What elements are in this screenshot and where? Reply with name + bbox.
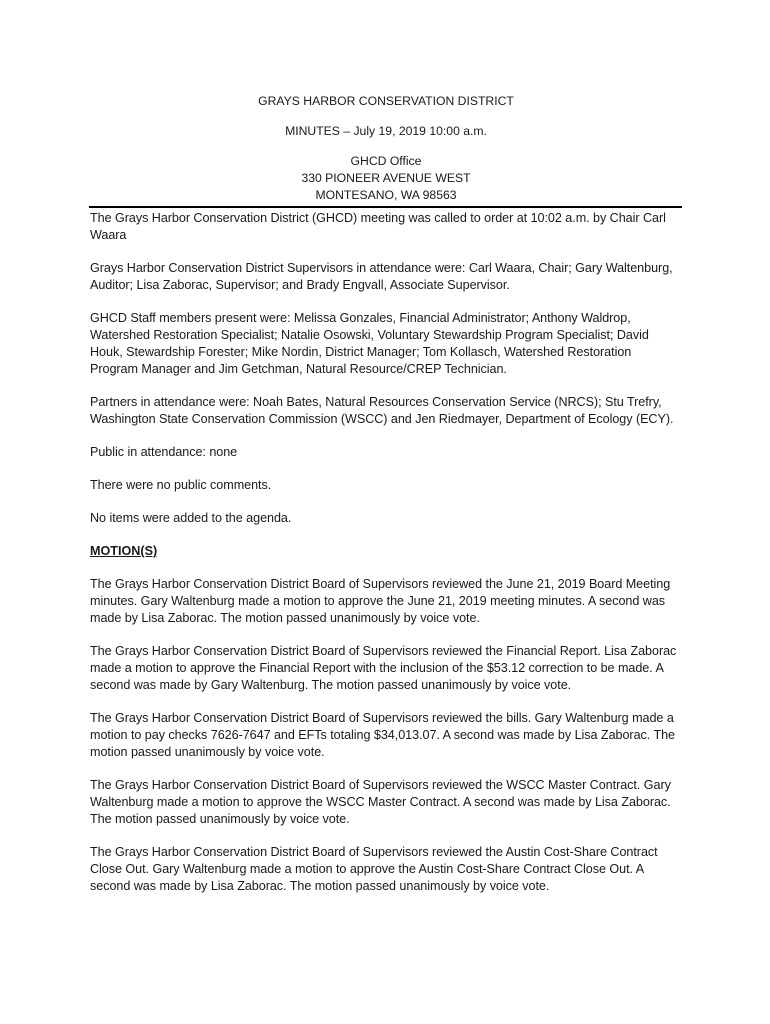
- city-state-zip: MONTESANO, WA 98563: [315, 188, 457, 202]
- agenda-additions-paragraph: No items were added to the agenda.: [90, 511, 292, 525]
- meeting-date-line: MINUTES – July 19, 2019 10:00 a.m.: [285, 124, 487, 138]
- call-to-order-paragraph: The Grays Harbor Conservation District (GHCD) meeting was called to order at 10:02 a.m. by Chair Carl Waara: [90, 211, 666, 242]
- staff-attendance-paragraph: GHCD Staff members present were: Melissa Gonzales, Financial Administrator; Anthony Waldrop, Watershed Restoration Specialist; Natalie Osowski, Voluntary Stewardship Program Specialist; David Houk, Stewardship Forester; Mike Nordin, District Manager; Tom Kollasch, Watershed Restoration Program Manager and Jim Getchman, Natural Resource/CREP Technician.: [90, 311, 649, 376]
- motion-master-contract-paragraph: The Grays Harbor Conservation District Board of Supervisors reviewed the WSCC Master Contract. Gary Waltenburg made a motion to approve the WSCC Master Contract. A second was made by Lisa Zaborac. The motion passed unanimously by voice vote.: [90, 778, 671, 826]
- public-attendance-paragraph: Public in attendance: none: [90, 445, 238, 459]
- motion-cost-share-paragraph: The Grays Harbor Conservation District Board of Supervisors reviewed the Austin Cost-Share Contract Close Out. Gary Waltenburg made a motion to approve the Austin Cost-Share Contract Close Out. A second was made by Lisa Zaborac. The motion passed unanimously by voice vote.: [90, 845, 658, 893]
- document-page: [90, 93, 682, 911]
- motion-bills-paragraph: The Grays Harbor Conservation District Board of Supervisors reviewed the bills. Gary Waltenburg made a motion to pay checks 7626-7647 and EFTs totaling $34,013.07. A second was made by Lisa Zaborac. The motion passed unanimously by voice vote.: [90, 711, 675, 759]
- location-name: GHCD Office: [350, 154, 422, 168]
- supervisors-attendance-paragraph: Grays Harbor Conservation District Supervisors in attendance were: Carl Waara, Chair; Gary Waltenburg, Auditor; Lisa Zaborac, Supervisor; and Brady Engvall, Associate Supervisor.: [90, 261, 673, 292]
- motion-minutes-paragraph: The Grays Harbor Conservation District Board of Supervisors reviewed the June 21, 2019 Board Meeting minutes. Gary Waltenburg made a motion to approve the June 21, 2019 meeting minutes. A second was made by Lisa Zaborac. The motion passed unanimously by voice vote.: [90, 577, 671, 625]
- partners-attendance-paragraph: Partners in attendance were: Noah Bates, Natural Resources Conservation Service (NRCS); Stu Trefry, Washington State Conservation Commission (WSCC) and Jen Riedmayer, Department of Ecology (ECY).: [90, 395, 674, 426]
- document-header: [90, 93, 682, 204]
- header-divider: [89, 206, 682, 208]
- street-address: 330 PIONEER AVENUE WEST: [301, 171, 471, 185]
- public-comments-paragraph: There were no public comments.: [90, 478, 272, 492]
- motion-financial-report-paragraph: The Grays Harbor Conservation District Board of Supervisors reviewed the Financial Report. Lisa Zaborac made a motion to approve the Financial Report with the inclusion of the $53.12 correction to be made. A second was made by Gary Waltenburg. The motion passed unanimously by voice vote.: [90, 644, 677, 692]
- organization-title: GRAYS HARBOR CONSERVATION DISTRICT: [258, 94, 514, 108]
- motions-heading: MOTION(S): [90, 544, 158, 558]
